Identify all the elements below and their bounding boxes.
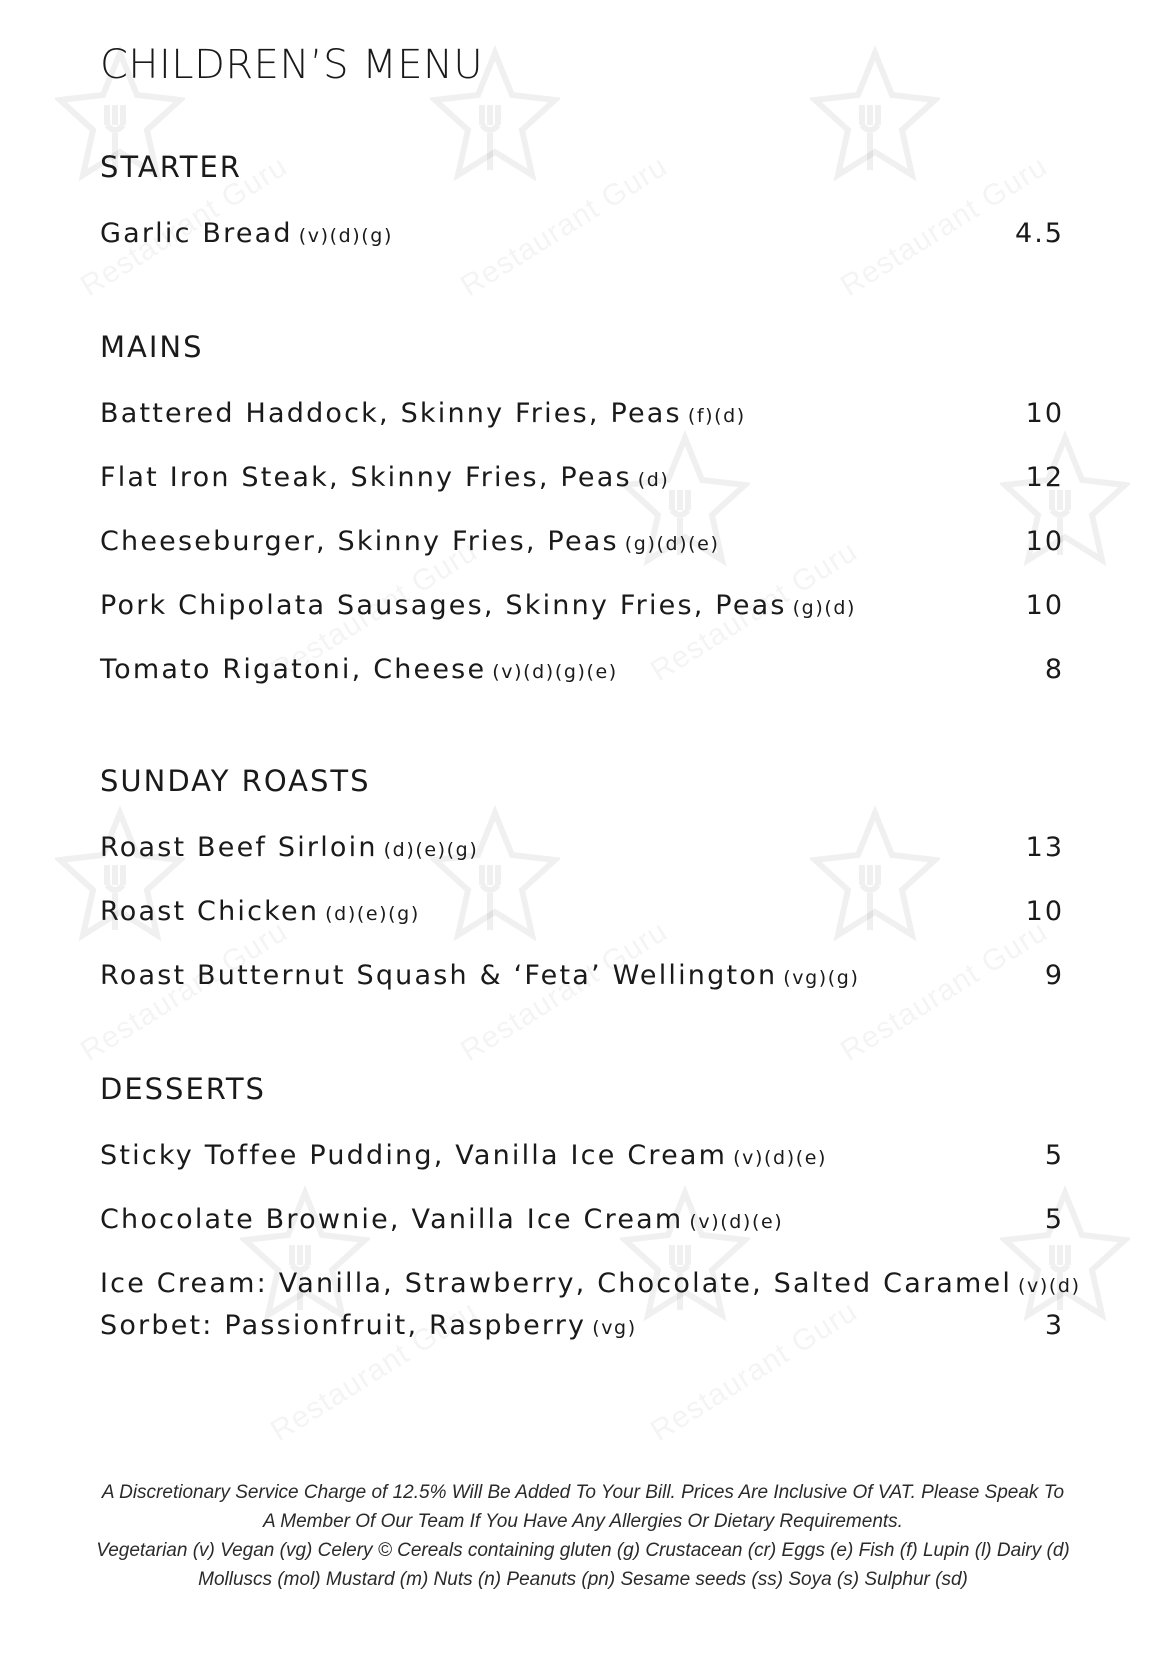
footer-line: A Discretionary Service Charge of 12.5% Will Be Added To Your Bill. Prices Are Inclusive Of VAT. Please Speak To: [101, 1482, 1065, 1503]
item-price: 5: [1044, 1204, 1064, 1235]
menu-item: [100, 654, 1064, 685]
watermark-text: [455, 915, 674, 1069]
section-heading-mains: MAINS: [100, 330, 204, 364]
restaurant-guru-logo-icon: [430, 805, 560, 955]
item-name: Roast Beef Sirloin: [100, 832, 378, 863]
menu-item: [100, 462, 1064, 493]
item-name: Sorbet: Passionfruit, Raspberry: [100, 1310, 587, 1341]
item-allergens: (v)(d)(g)(e): [492, 661, 618, 683]
restaurant-guru-logo-icon: [810, 805, 940, 955]
watermark-text: [75, 915, 294, 1069]
item-name: Roast Butternut Squash & ‘Feta’ Wellington: [100, 960, 778, 991]
item-allergens: (vg): [592, 1317, 637, 1339]
footer-allergen-key: Vegetarian (v) Vegan (vg) Celery © Cereals containing gluten (g) Crustacean (cr) Eggs (e) Fish (f) Lupin (l) Dairy (d): [96, 1540, 1070, 1561]
item-allergens: (d)(e)(g): [383, 839, 479, 861]
item-price: 9: [1044, 960, 1064, 991]
item-price: 4.5: [1015, 218, 1064, 249]
item-price: 12: [1025, 462, 1064, 493]
item-name: Battered Haddock, Skinny Fries, Peas: [100, 398, 682, 429]
restaurant-guru-logo-icon: [810, 45, 940, 195]
item-price: 10: [1025, 398, 1064, 429]
item-allergens: (f)(d): [687, 405, 746, 427]
restaurant-guru-logo-icon: [55, 805, 185, 955]
item-name: Flat Iron Steak, Skinny Fries, Peas: [100, 462, 632, 493]
menu-item: [100, 960, 1064, 991]
item-price: 13: [1025, 832, 1064, 863]
item-name: Sticky Toffee Pudding, Vanilla Ice Cream: [100, 1140, 728, 1171]
item-price: 3: [1044, 1310, 1064, 1341]
item-name: Chocolate Brownie, Vanilla Ice Cream: [100, 1204, 684, 1235]
item-name: Cheeseburger, Skinny Fries, Peas: [100, 526, 619, 557]
item-name: Tomato Rigatoni, Cheese: [100, 654, 487, 685]
item-price: 10: [1025, 590, 1064, 621]
item-name: Garlic Bread: [100, 218, 293, 249]
item-price: 8: [1044, 654, 1064, 685]
footer-notes: [60, 1478, 1106, 1594]
menu-item: [100, 832, 1064, 863]
item-name: Ice Cream: Vanilla, Strawberry, Chocolate, Salted Caramel: [100, 1268, 1013, 1299]
item-price: 10: [1025, 896, 1064, 927]
menu-title: CHILDREN’S MENU: [100, 42, 484, 88]
restaurant-guru-logo-icon: [620, 430, 750, 580]
item-allergens: (v)(d)(e): [689, 1211, 784, 1233]
item-allergens: (v)(d): [1018, 1275, 1081, 1297]
menu-item: [100, 218, 1064, 249]
item-price: 10: [1025, 526, 1064, 557]
item-name: Roast Chicken: [100, 896, 320, 927]
menu-item: [100, 590, 1064, 621]
section-heading-desserts: DESSERTS: [100, 1072, 266, 1106]
menu-item: [100, 1204, 1064, 1235]
item-allergens: (vg)(g): [783, 967, 860, 989]
section-heading-sunday-roasts: SUNDAY ROASTS: [100, 764, 371, 798]
footer-allergen-key: Molluscs (mol) Mustard (m) Nuts (n) Peanuts (pn) Sesame seeds (ss) Soya (s) Sulphur (sd): [198, 1569, 968, 1590]
menu-item: [100, 1140, 1064, 1171]
menu-item: [100, 1310, 1064, 1341]
item-allergens: (v)(d)(g): [298, 225, 393, 247]
item-price: 5: [1044, 1140, 1064, 1171]
watermark-text: [835, 915, 1054, 1069]
item-allergens: (d): [637, 469, 670, 491]
menu-item: [100, 896, 1064, 927]
restaurant-guru-logo-icon: [1000, 430, 1130, 580]
item-name: Pork Chipolata Sausages, Skinny Fries, Peas: [100, 590, 787, 621]
item-allergens: (g)(d)(e): [624, 533, 720, 555]
item-allergens: (v)(d)(e): [733, 1147, 828, 1169]
menu-item-ice-cream-line: [100, 1268, 1081, 1299]
menu-item: [100, 526, 1064, 557]
section-heading-starter: STARTER: [100, 150, 242, 184]
item-allergens: (d)(e)(g): [325, 903, 420, 925]
footer-line: A Member Of Our Team If You Have Any Allergies Or Dietary Requirements.: [263, 1511, 903, 1532]
item-allergens: (g)(d): [792, 597, 857, 619]
menu-item: [100, 398, 1064, 429]
